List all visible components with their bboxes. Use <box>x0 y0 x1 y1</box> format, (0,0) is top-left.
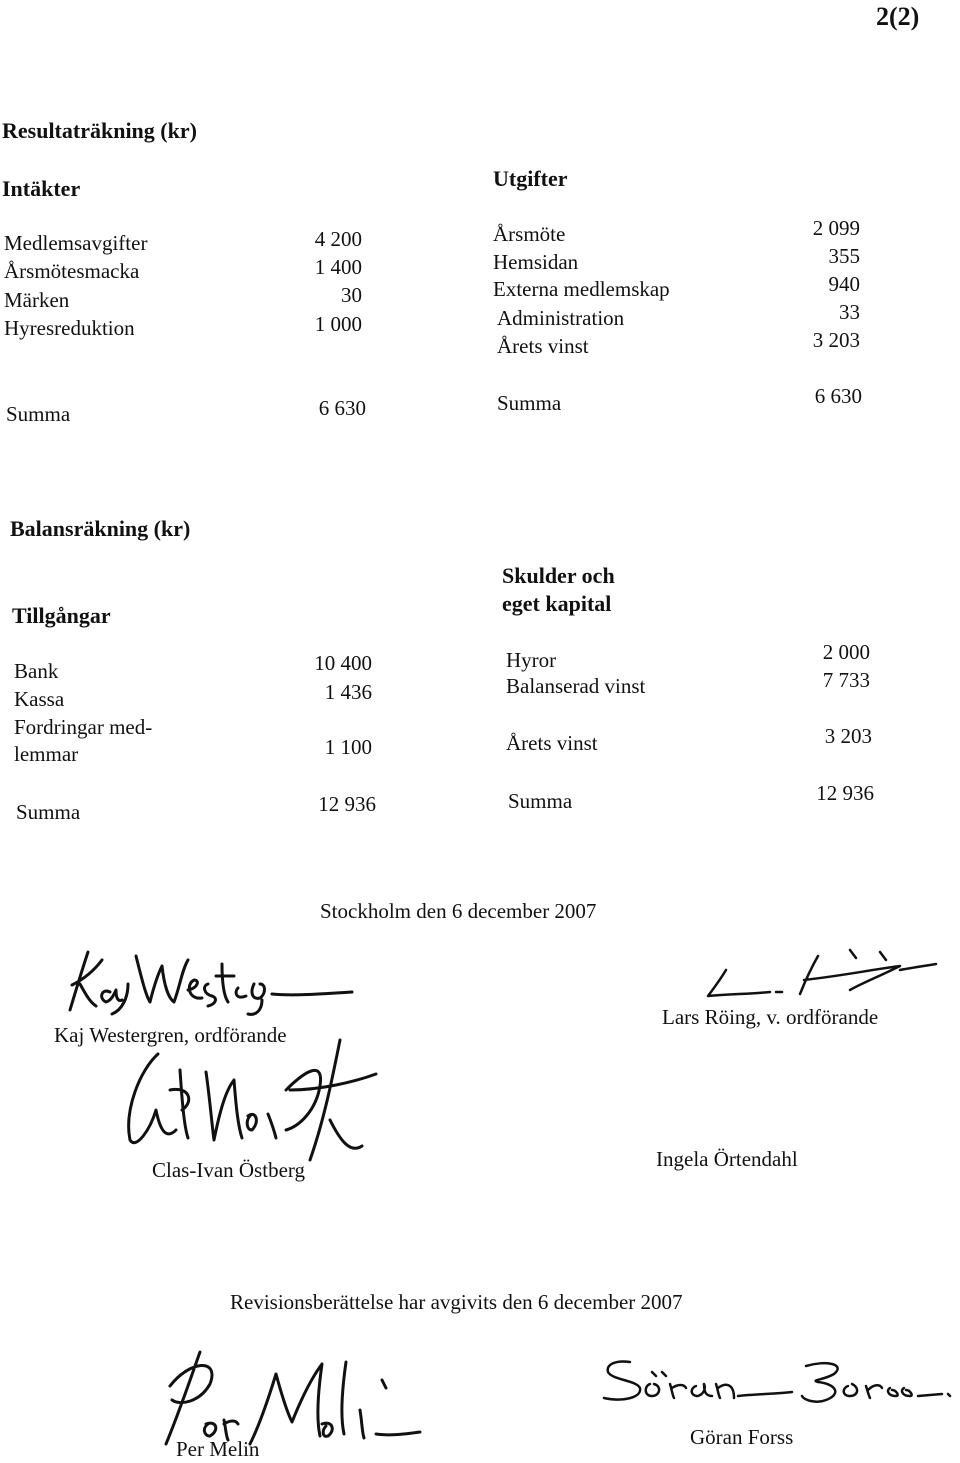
signatory-kaj-westergren: Kaj Westergren, ordförande <box>54 1023 287 1047</box>
liability-row-value: 7 733 <box>822 668 870 692</box>
expense-row-label: Årsmöte <box>493 222 566 246</box>
expense-row-value: 3 203 <box>812 328 860 352</box>
expense-row-value: 2 099 <box>812 216 860 240</box>
auditor-goran-forss: Göran Forss <box>690 1425 794 1449</box>
balance-sheet-title: Balansräkning (kr) <box>10 516 191 541</box>
income-header: Intäkter <box>2 176 81 201</box>
income-row-value: 1 000 <box>314 312 362 336</box>
assets-header: Tillgångar <box>12 603 111 628</box>
asset-row-label-line1: Fordringar med- <box>14 715 153 739</box>
liabilities-header-line2: eget kapital <box>502 591 612 616</box>
place-date: Stockholm den 6 december 2007 <box>320 899 597 923</box>
income-row-value: 4 200 <box>314 227 362 251</box>
income-row-value: 30 <box>341 283 362 307</box>
auditor-per-melin: Per Melin <box>176 1437 260 1461</box>
liability-row-value: 3 203 <box>824 724 872 748</box>
signature-lars-roing <box>700 940 940 1010</box>
page-number: 2(2) <box>876 2 920 31</box>
asset-row-label: Bank <box>14 659 59 683</box>
expense-row-label: Externa medlemskap <box>493 277 670 301</box>
assets-total-value: 12 936 <box>318 792 376 816</box>
expenses-total-value: 6 630 <box>814 384 862 408</box>
signatory-clas-ivan-ostberg: Clas-Ivan Östberg <box>152 1158 305 1182</box>
liabilities-total-label: Summa <box>508 789 573 813</box>
income-row-label: Medlemsavgifter <box>4 231 148 255</box>
expense-row-value: 33 <box>839 300 860 324</box>
liability-row-label: Balanserad vinst <box>506 674 646 698</box>
liability-row-label: Årets vinst <box>506 731 598 755</box>
expense-row-label: Årets vinst <box>497 334 589 358</box>
expenses-total-label: Summa <box>497 391 562 415</box>
expense-row-value: 355 <box>828 244 860 268</box>
liabilities-total-value: 12 936 <box>816 781 874 805</box>
income-row-label: Märken <box>4 288 70 312</box>
income-row-value: 1 400 <box>314 255 362 279</box>
signature-per-melin <box>150 1340 430 1450</box>
audit-note: Revisionsberättelse har avgivits den 6 december 2007 <box>230 1290 683 1314</box>
expense-row-label: Administration <box>497 306 625 330</box>
liabilities-header-line1: Skulder och <box>502 563 615 588</box>
income-row-label: Hyresreduktion <box>4 316 135 340</box>
expense-row-value: 940 <box>828 272 860 296</box>
liability-row-value: 2 000 <box>822 640 870 664</box>
asset-row-value: 10 400 <box>314 651 372 675</box>
signature-clas-ivan-ostberg <box>110 1030 390 1170</box>
signature-kaj-westergren <box>62 940 362 1020</box>
assets-total-label: Summa <box>16 800 81 824</box>
income-total-value: 6 630 <box>318 396 366 420</box>
signature-goran-forss <box>596 1350 960 1410</box>
expenses-header: Utgifter <box>493 166 568 191</box>
expense-row-label: Hemsidan <box>493 250 579 274</box>
asset-row-label-line2: lemmar <box>14 742 79 766</box>
income-row-label: Årsmötesmacka <box>4 259 140 283</box>
income-total-label: Summa <box>6 402 71 426</box>
asset-row-label: Kassa <box>14 687 65 711</box>
asset-row-value: 1 436 <box>324 680 372 704</box>
asset-row-value: 1 100 <box>324 735 372 759</box>
income-statement-title: Resultaträkning (kr) <box>2 118 197 143</box>
signatory-ingela-ortendahl: Ingela Örtendahl <box>656 1147 798 1171</box>
liability-row-label: Hyror <box>506 648 557 672</box>
signatory-lars-roing: Lars Röing, v. ordförande <box>662 1005 879 1029</box>
